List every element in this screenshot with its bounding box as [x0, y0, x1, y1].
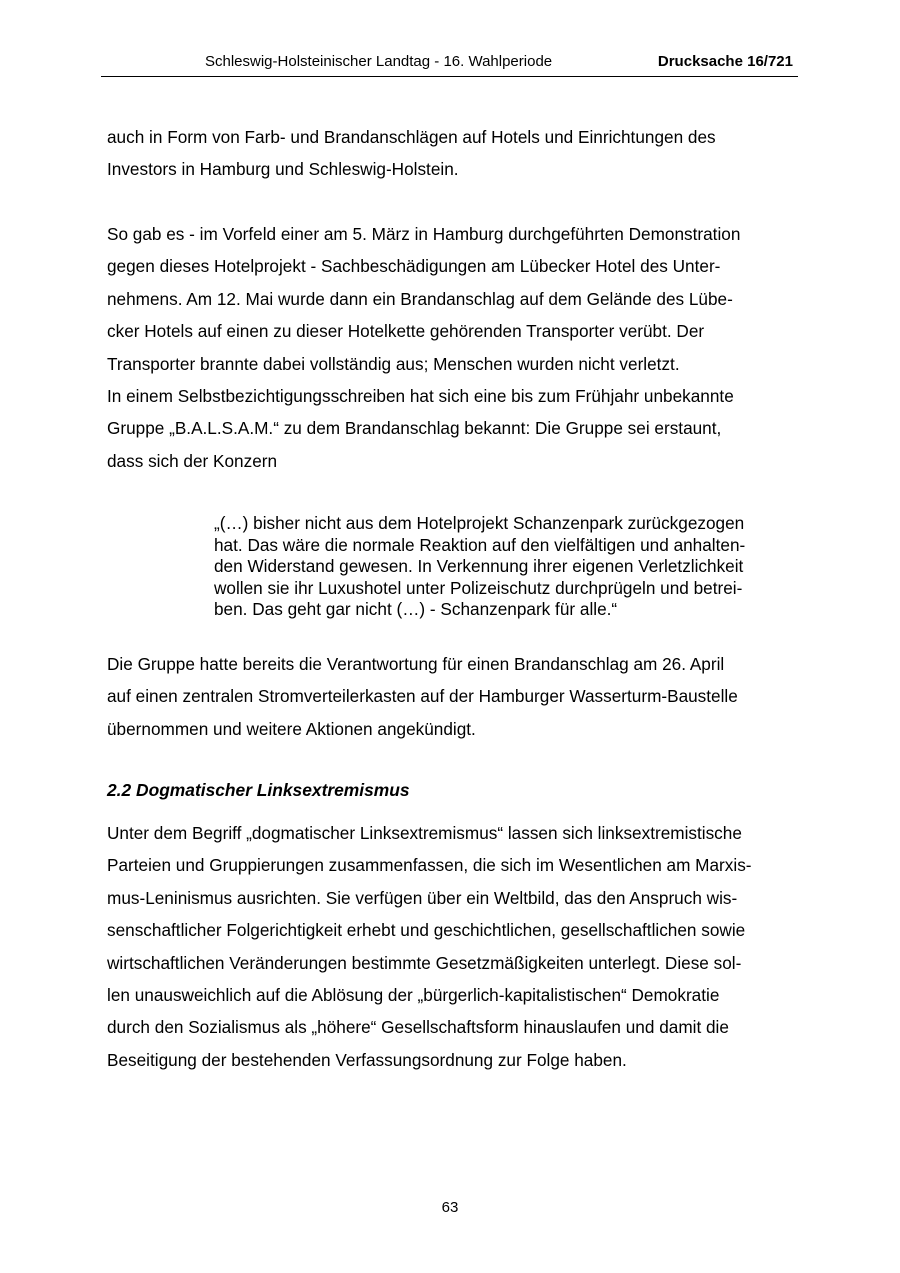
text-line: Beseitigung der bestehenden Verfassungsordnung zur Folge haben.: [107, 1049, 627, 1070]
text-line: So gab es - im Vorfeld einer am 5. März in Hamburg durchgeführten Demonstration: [107, 224, 741, 244]
section-heading: 2.2 Dogmatischer Linksextremismus: [107, 780, 410, 800]
paragraph-3: [107, 648, 797, 745]
block-quote: [214, 513, 784, 621]
text-line: len unausweichlich auf die Ablösung der „bürgerlich-kapitalistischen“ Demokratie: [107, 985, 720, 1006]
text-line: durch den Sozialismus als „höhere“ Gesellschaftsform hinauslaufen und damit die: [107, 1017, 729, 1038]
text-line: dass sich der Konzern: [107, 450, 278, 471]
quote-line: „(…) bisher nicht aus dem Hotelprojekt Schanzenpark zurückgezogen: [214, 513, 745, 533]
text-line: wirtschaftlichen Veränderungen bestimmte Gesetzmäßigkeiten unterlegt. Diese sol-: [107, 952, 742, 973]
text-line: Gruppe „B.A.L.S.A.M.“ zu dem Brandanschlag bekannt: Die Gruppe sei erstaunt,: [107, 418, 722, 439]
text-line: übernommen und weitere Aktionen angekündigt.: [107, 718, 476, 739]
text-line: auf einen zentralen Stromverteilerkasten auf der Hamburger Wasserturm-Baustelle: [107, 686, 738, 707]
drucksache-number: Drucksache 16/721: [657, 53, 793, 70]
text-line: gegen dieses Hotelprojekt - Sachbeschädigungen am Lübecker Hotel des Unter-: [107, 256, 721, 277]
text-line: cker Hotels auf einen zu dieser Hotelkette gehörenden Transporter verübt. Der: [107, 321, 705, 342]
text-line: Die Gruppe hatte bereits die Verantwortung für einen Brandanschlag am 26. April: [107, 654, 725, 674]
text-line: Transporter brannte dabei vollständig aus; Menschen wurden nicht verletzt.: [107, 353, 680, 374]
page-number: 63: [441, 1199, 459, 1216]
text-line: nehmens. Am 12. Mai wurde dann ein Brandanschlag auf dem Gelände des Lübe-: [107, 288, 733, 309]
paragraph-1: [107, 121, 797, 186]
paragraph-2: [107, 218, 797, 477]
text-line: In einem Selbstbezichtigungsschreiben hat sich eine bis zum Frühjahr unbekannte: [107, 386, 734, 407]
paragraph-4: [107, 817, 797, 1076]
text-line: Investors in Hamburg und Schleswig-Holstein.: [107, 159, 459, 180]
header-title: Schleswig-Holsteinischer Landtag - 16. Wahlperiode: [205, 53, 553, 70]
text-line: mus-Leninismus ausrichten. Sie verfügen über ein Weltbild, das den Anspruch wis-: [107, 887, 738, 908]
text-line: Unter dem Begriff „dogmatischer Linksextremismus“ lassen sich linksextremistische: [107, 823, 742, 843]
quote-line: den Widerstand gewesen. In Verkennung ihrer eigenen Verletzlichkeit: [214, 556, 744, 577]
quote-line: ben. Das geht gar nicht (…) - Schanzenpark für alle.“: [214, 599, 618, 620]
text-line: Parteien und Gruppierungen zusammenfassen, die sich im Wesentlichen am Marxis-: [107, 855, 752, 876]
text-line: senschaftlicher Folgerichtigkeit erhebt und geschichtlichen, gesellschaftlichen sowie: [107, 920, 746, 941]
quote-line: hat. Das wäre die normale Reaktion auf den vielfältigen und anhalten-: [214, 534, 746, 555]
page-header: [101, 52, 798, 77]
quote-line: wollen sie ihr Luxushotel unter Polizeischutz durchprügeln und betrei-: [214, 577, 743, 598]
text-line: auch in Form von Farb- und Brandanschlägen auf Hotels und Einrichtungen des: [107, 127, 716, 147]
